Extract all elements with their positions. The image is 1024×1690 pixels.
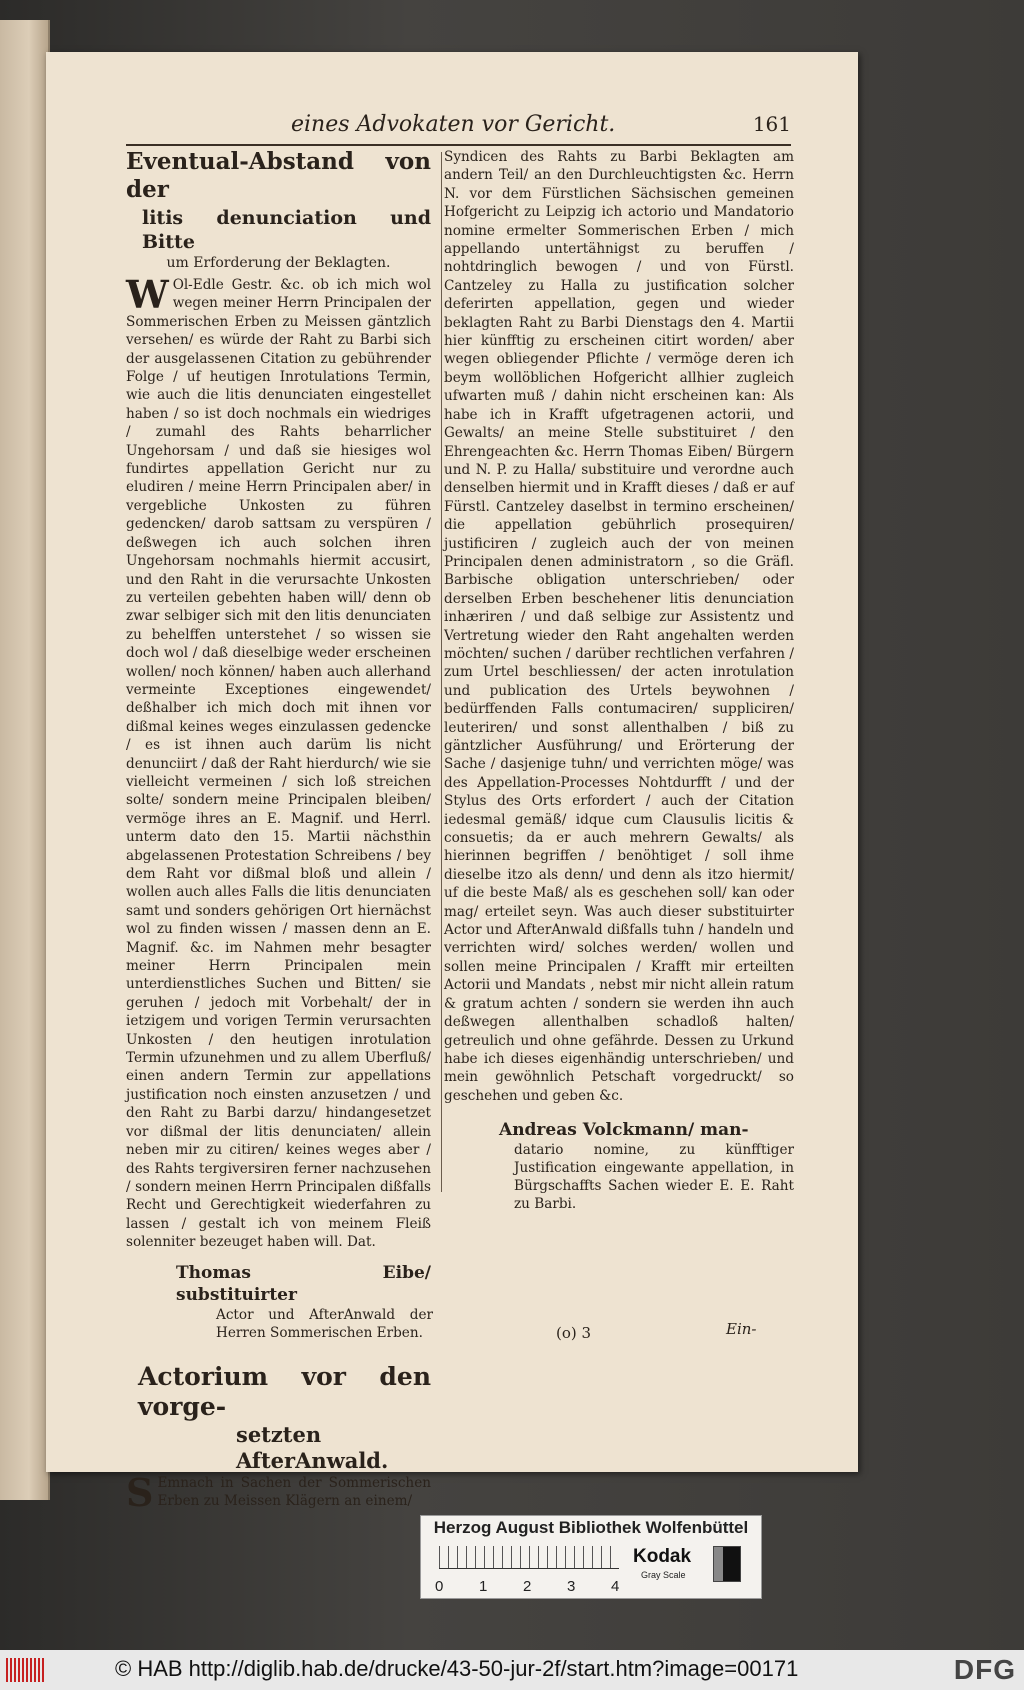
actorium-body: Emnach in Sachen der Sommerischen Erben zu Meissen Klägern an einem/ [157, 1474, 431, 1509]
running-title: eines Advokaten vor Gericht. [291, 112, 616, 137]
ruler-scale [439, 1546, 619, 1569]
actorium-heading-2: setzten AfterAnwald. [236, 1421, 389, 1473]
section-subheading-small: um Erforderung der Beklagten. [166, 255, 391, 271]
hab-logo-icon [6, 1658, 46, 1682]
section-heading-eventual: Eventual-Abstand von der [126, 148, 431, 203]
right-body-text: Syndicen des Rahts zu Barbi Beklagten am andern Teil/ an den Durchleuchtigsten &c. Herrn N. vor dem Fürstlichen Sächsischen gemeinen Hofgericht zu Leipzig ich actorio und Mandatorio nomine ermelter Sommerischen Erben / mich appellando untertähnigst zu beruffen / nohtdringlich bewogen / und von Fürstl. Cantzeley zu Halla zu justification solcher deferirten appellation, gegen und wieder beklagten Raht zu Barbi Dienstags den 4. Martii hier künfftig zu erscheinen citirt worden/ aber wegen obliegender Pflichte / vermöge deren ich beym wollöblichen Hofgericht allhier zugleich ufwarten muß / dahin nicht erscheinen kan: Als habe ich in Krafft ufgetragenen actorii, und Gewalts/ an meine Stelle substituiret / den Ehrengeachten &c. Herrn Thomas Eiben/ Bürgern und N. P. zu Halla/ substituire und verordne auch denselben hiermit und in Krafft dieses / daß er auf Fürstl. Cantzeley daselbst in termino erscheinen/ die appellation gebührlich prosequiren/ justificiren / zugleich auch der von meinen Principalen denen administratorn , so die Gräfl. Barbische obligation unterschrieben/ oder derselben Erben beschehener litis denunciation inhæriren / und daß selbige zur Assistentz und Vertretung wieder den Raht angehalten werden möchten/ suchen / darüber rechtlichen verfahren / zum Urtel beschliessen/ der acten inrotulation und publication des Urtels beywohnen / bedürffenden Falls contumaciren/ suppliciren/ leuteriren/ und sonst allenthalben / biß zu gäntzlicher Ausführung/ und Erörterung der Sache / dasjenige tuhn/ und verrichten möge/ was des Appellation-Processes Nohtdurfft / und der Stylus des Orts erfordert / auch der Citation iedesmal gemäß/ idque cum Clausulis licitis & consuetis; da er auch mehrern Gewalts/ als hierinnen begriffen / benöhtiget / soll ihme dieselbe itzo als denn/ und denn als itzo hiermit/ uf die beste Maß/ als es geschehen soll/ kan oder mag/ erteilet seyn. Was auch dieser substituirter Actor und AfterAnwald dißfalls tuhn / handeln und verrichten wird/ solches werden/ wollen und sollen meine Principalen / Krafft mir erteilten Actorii und Mandats , nebst mir nicht allein ratum & gratum achten / sondern sie werden ihn auch deßwegen allenthalben schadloß halten/ getreulich und ohne gefährde. Dessen zu Urkund habe ich dieses eigenhändig unterschrieben/ und mein gewöhnlich Petschaft vorgedruckt/ so geschehen und geben &c. [444, 149, 794, 1104]
footer-bar [0, 1650, 1024, 1690]
right-signature-name: Andreas Volckmann/ man- [499, 1120, 749, 1141]
ruler-number: 4 [611, 1578, 620, 1595]
catch-word: Ein- [726, 1320, 757, 1338]
ruler-number: 0 [435, 1578, 444, 1595]
actorium-heading: Actorium vor den vorge- [138, 1361, 431, 1421]
gray-patch [713, 1546, 741, 1582]
column-divider [441, 152, 442, 1192]
right-signature-subtitle: datario nomine, zu künfftiger Justification eingewante appellation, in Bürgschaffts Sachen wieder E. E. Raht zu Barbi. [514, 1142, 794, 1213]
left-body-text: Ol-Edle Gestr. &c. ob ich mich wol wegen meiner Herrn Principalen der Sommerischen Erben zu Meissen gäntzlich versehen/ es würde der Raht zu Barbi sich der ausgelassenen Citation zu gebührender Folge / uf heutigen Inrotulations Termin, wie auch die litis denunciaten eingestellet haben / so ist doch nochmals ein wiedriges / zumahl des Rahts beharrlicher Ungehorsam / und daß sie hiesiges wol fundirtes appellation Gericht nur zu eludiren / meine Herrn Principalen aber/ in vergebliche Unkosten zu führen gedencken/ darob sattsam zu verspüren / deßwegen ich auch solchen ihren Ungehorsam nochmahls hiermit accusirt, und den Raht in die verursachte Unkosten zu verteilen gebehten haben will/ denn ob zwar selbiger sich mit den litis denunciaten zu behelffen unterstehet / so wissen sie doch wol / daß dieselbige weder erscheinen wollen/ noch können/ haben auch allerhand vermeinte Exceptiones eingewendet/ deßhalber ich mich doch mit ihnen vor dißmal keines weges einzulassen gedencke / es ist ihnen auch darüm lis nicht denunciirt / daß der Raht hierdurch/ wie sie vielleicht vermeinen / sich loß streichen solte/ sondern meine Principalen bleiben/ vermöge ihres an E. Magnif. und Herrl. unterm dato den 15. Martii nächsthin abgelassenen Protestation Schreibens / bey dem Raht vor dißmal bloß und allein / wollen auch alles Falls die litis denunciaten samt und sonders gehörigen Ort hiernächst wol zu finden wissen / massen denn an E. Magnif. &c. im Nahmen mehr besagter meiner Herrn Principalen mein unterdienstliches Suchen und Bitten/ sie geruhen / jedoch mit Vorbehalt/ der in ietzigem und vorigen Termin verursachten Unkosten / den heutigen inrotulation Termin ufzunehmen und zu allem Uberfluß/ einen andern Termin zur appellations justification noch einsten anzusetzen / und den Raht zu Barbi darzu/ hindangesetzet vor dißmal der litis denunciaten/ allein neben mir zu citiren/ keines weges aber / des Rahts tergiversiren ferner nachzusehen / sondern meinen Herrn Principalen dißfalls Recht und Gerechtigkeit wiederfahren zu lassen / gestalt ich von meinem Fleiß solenniter bezeuget haben will. Dat. [126, 277, 431, 1251]
ruler-number: 1 [479, 1578, 488, 1595]
header-rule [126, 144, 791, 146]
grayscale-label: Gray Scale [641, 1570, 686, 1580]
actorium-initial: S [126, 1469, 154, 1515]
running-head [291, 112, 791, 142]
kodak-label: Kodak [633, 1546, 692, 1567]
footer-url-text[interactable]: © HAB http://diglib.hab.de/drucke/43-50-jur-2f/start.htm?image=00171 [115, 1656, 799, 1681]
signature-subtitle: Actor und AfterAnwald der Herren Sommerischen Erben. [216, 1306, 433, 1341]
dfg-logo: DFG [953, 1654, 1016, 1685]
left-column [126, 148, 433, 1515]
library-label: Herzog August Bibliothek Wolfenbüttel [433, 1518, 749, 1537]
color-calibration-bar [420, 1515, 762, 1599]
drop-initial: W [126, 272, 169, 317]
book-page [46, 52, 858, 1515]
ruler-number: 3 [567, 1578, 576, 1595]
section-subheading: litis denunciation und Bitte [142, 207, 431, 253]
signature-name: Thomas Eibe/ substituirter [176, 1262, 431, 1305]
previous-page-edge [0, 20, 50, 1500]
ruler-number: 2 [523, 1578, 532, 1595]
right-column [444, 148, 794, 1213]
signature-mark: (o) 3 [556, 1324, 592, 1342]
page-number: 161 [752, 112, 791, 136]
